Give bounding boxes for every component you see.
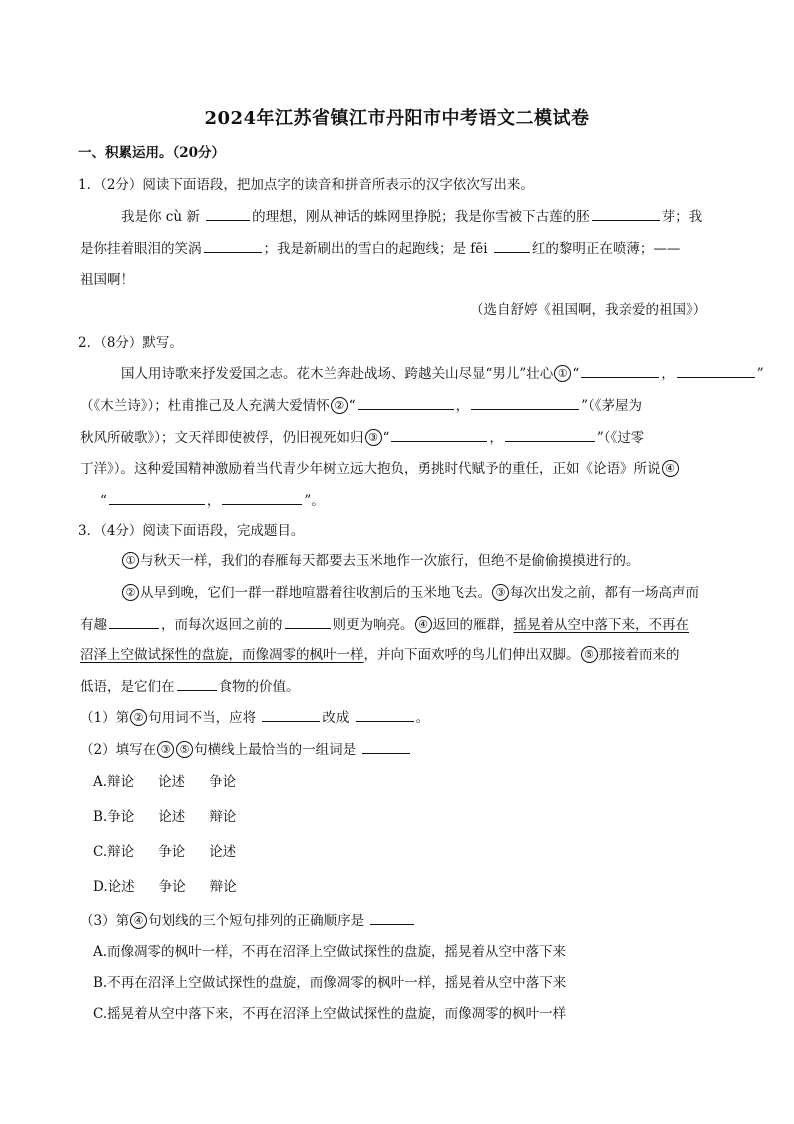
q3-blank-3[interactable] [177,676,217,691]
circled-number: ③ [157,741,174,758]
circled-number: ⑤ [176,741,193,758]
q3-text: 有趣 [80,617,107,633]
q2-text: 丁洋》）。这种爱国精神激励着当代青少年树立远大抱负，勇挑时代赋予的重任，正如《论语》所说 [80,461,661,477]
q3-text: （3）第 [80,913,130,929]
q2-text: ”。 [304,493,325,509]
q3-option-d[interactable] [93,877,261,897]
option-text: 争论 [158,879,186,895]
q3-text: ，并向下面欢呼的鸟儿们伸出双脚。 [363,647,580,663]
q3-blank-2[interactable] [285,614,331,629]
q3-passage-line-5 [80,676,300,697]
q1-line-3: 祖国啊！ [80,272,134,288]
q2-blank-1[interactable] [581,363,659,378]
q2-blank-7[interactable] [109,490,205,505]
option-text: 论述 [158,774,186,790]
q1-text: 红的黎明正在喷薄；—— [531,241,681,257]
section-heading: 一、积累运用。（20分） [78,145,226,161]
q3-text: 句横线上最恰当的一组词是 [194,742,357,758]
q1-text: ；我是新刷出的雪白的起跑线；是 fēi [263,241,488,257]
q1-line-1 [121,206,702,227]
circled-number: ① [554,365,571,382]
q3-sub3-option-b[interactable]: B.不再在沼泽上空做试探性的盘旋，而像凋零的枫叶一样，摇晃着从空中落下来 [93,975,567,991]
page-title: 2024年江苏省镇江市丹阳市中考语文二模试卷 [204,108,590,129]
q2-text: （《木兰诗》）；杜甫推己及人充满大爱情怀 [80,398,330,414]
q2-line-2 [80,395,642,416]
q3-text: ，而每次返回之前的 [161,617,283,633]
option-text: 辩论 [209,809,237,825]
q1-blank-3[interactable] [204,238,262,253]
q1-text: 我是你 cù 新 [121,209,200,225]
q3-text: 低语，是它们在 [80,679,175,695]
q3-text: 改成 [322,710,350,726]
q2-blank-4[interactable] [471,395,579,410]
q2-text: ， [455,398,470,414]
q3-underlined-text: 摇晃着从空中落下来，不再在 [513,617,689,633]
q3-sub2 [80,739,412,760]
circled-number: ② [331,397,348,414]
q3-sub3 [80,910,416,931]
q2-text: ， [206,493,221,509]
q3-option-a[interactable] [93,772,260,792]
q3-sub1-blank-1[interactable] [262,707,320,722]
q3-passage-line-3 [80,614,689,635]
q2-stem: 2．（8分）默写。 [78,335,183,351]
q2-text: 国人用诗歌来抒发爱国之志。花木兰奔赴战场、跨越关山尽显“男儿”壮心 [121,366,554,382]
option-text: 争论 [158,844,186,860]
circled-number: ② [122,584,139,601]
q1-line-2 [80,238,680,259]
circled-number: ① [122,552,139,569]
q2-line-1 [121,363,764,384]
q1-blank-1[interactable] [206,206,250,221]
circled-number: ③ [492,584,509,601]
q3-text: 从早到晚，它们一群一群地喧嚣着往收割后的玉米地飞去。 [140,585,491,601]
q1-text: 是你挂着眼泪的笑涡 [80,241,202,257]
q2-line-5 [100,490,325,511]
q3-text: （2）填写在 [80,742,157,758]
q3-sub3-option-a[interactable]: A.而像凋零的枫叶一样，不再在沼泽上空做试探性的盘旋，摇晃着从空中落下来 [93,944,567,960]
q2-text: ”（《茅屋为 [581,398,643,414]
q1-stem: 1．（2分）阅读下面语段，把加点字的读音和拼音所表示的汉字依次写出来。 [78,177,534,193]
q2-text: ， [489,430,503,446]
q2-text: “ [382,430,390,446]
q3-underlined-text: 沼泽上空做试探性的盘旋，而像凋零的枫叶一样 [80,647,364,663]
q3-text: 则更为响亮。 [332,617,414,633]
q3-option-b[interactable] [93,807,260,827]
q1-text: 芽；我 [661,209,703,225]
q2-blank-3[interactable] [358,395,454,410]
q3-text: 那接着而来的 [598,647,680,663]
circled-number: ③ [365,429,382,446]
q3-passage-line-1 [121,551,640,571]
option-text: B.争论 [93,809,135,825]
q2-line-3 [80,427,644,448]
q3-passage-line-4 [80,645,680,665]
q3-text: 与秋天一样，我们的春雁每天都要去玉米地作一次旅行，但绝不是偷偷摸摸进行的。 [140,553,640,569]
q2-text: ” [756,366,764,382]
circled-number: ④ [130,912,147,929]
q2-blank-6[interactable] [505,427,595,442]
q2-blank-8[interactable] [222,490,302,505]
q3-text: 食物的价值。 [218,679,300,695]
circled-number: ② [130,709,147,726]
q1-text: 的理想，刚从神话的蛛网里挣脱；我是你雪被下古莲的胚 [252,209,590,225]
option-text: 论述 [158,809,186,825]
q3-text: 返回的雁群， [432,617,514,633]
q2-blank-5[interactable] [391,427,487,442]
option-text: D.论述 [93,879,135,895]
q3-sub2-blank[interactable] [362,739,410,754]
option-text: C.辩论 [93,844,135,860]
q3-stem: 3．（4分）阅读下面语段，完成题目。 [78,523,305,539]
option-text: 辩论 [209,879,237,895]
q3-passage-line-2 [121,583,699,603]
q1-source: （选自舒婷《祖国啊，我亲爱的祖国》） [470,302,707,318]
q3-blank-1[interactable] [109,614,159,629]
q1-blank-4[interactable] [494,238,530,253]
option-text: 论述 [209,844,237,860]
q2-text: “ [572,366,580,382]
circled-number: ④ [415,616,432,633]
q2-line-4 [80,459,680,479]
q2-blank-2[interactable] [677,363,755,378]
q3-text: （1）第 [80,710,130,726]
option-text: A.辩论 [93,774,135,790]
q2-text: “ [348,398,356,414]
q2-text: 秋风所破歌》）；文天祥即使被俘，仍旧视死如归 [80,430,364,446]
q3-sub1 [80,707,429,728]
q3-sub1-blank-2[interactable] [356,707,414,722]
circled-number: ④ [662,460,679,477]
option-text: 争论 [209,774,237,790]
q3-text: 句划线的三个短句排列的正确顺序是 [148,913,365,929]
q3-text: 。 [415,710,430,726]
q3-text: 句用词不当，应将 [148,710,257,726]
q2-text: ”（《过零 [596,430,645,446]
circled-number: ⑤ [581,646,598,663]
q3-sub3-blank[interactable] [370,910,414,925]
q3-option-c[interactable] [93,842,260,862]
q2-text: ， [661,366,675,382]
q1-blank-2[interactable] [592,206,660,221]
q2-text: “ [100,493,107,509]
q3-text: 每次出发之前，都有一场高声而 [510,585,699,601]
q3-sub3-option-c[interactable]: C.摇晃着从空中落下来，不再在沼泽上空做试探性的盘旋，而像凋零的枫叶一样 [93,1006,567,1022]
